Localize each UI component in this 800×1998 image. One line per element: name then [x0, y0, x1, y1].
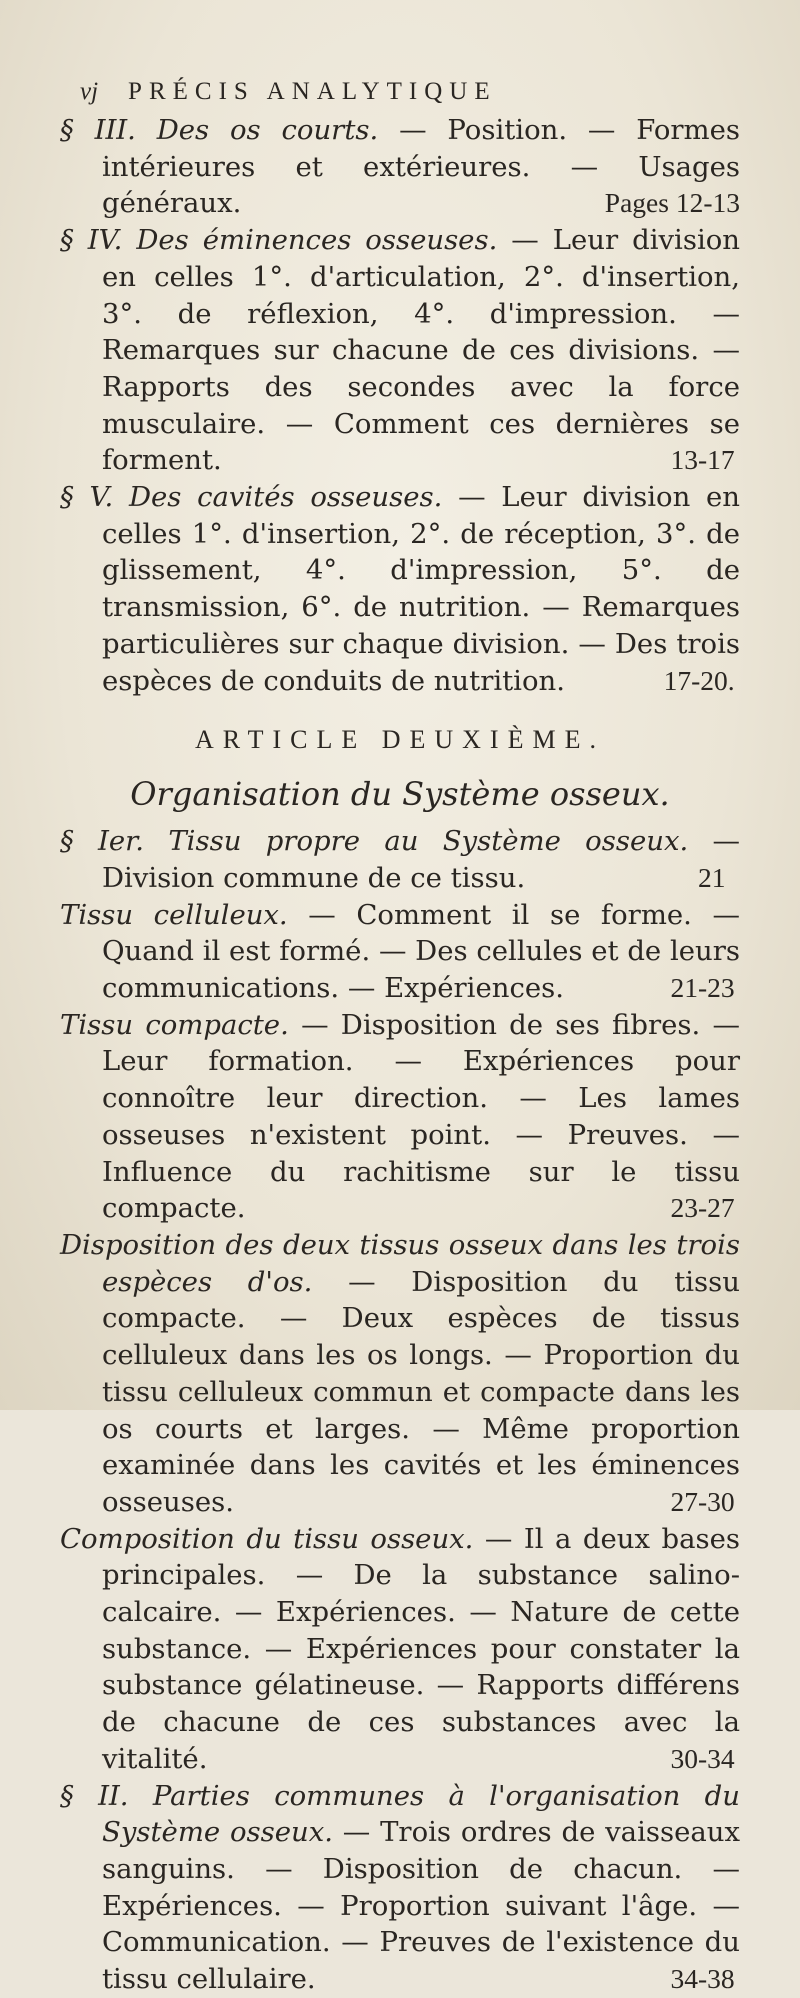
toc-entry: [60, 897, 740, 1007]
entry-lead: § IV. Des éminences osseuses.: [60, 224, 498, 257]
entry-lead: Tissu celluleux.: [60, 898, 288, 931]
entry-pages: 23-27: [670, 1192, 735, 1224]
article-heading: ARTICLE DEUXIÈME.: [195, 725, 605, 755]
entry-text: — Disposition du tissu compacte. — Deux espèces de tissus celluleux dans les os longs. — Proportion du tissu celluleux commun et compacte dans les os courts et larges. — Même proportion examinée dans les cavités et les éminences osseuses.: [102, 1265, 740, 1518]
toc-entry: [60, 479, 740, 699]
entry-text: — Leur division en celles 1°. d'insertion, 2°. de réception, 3°. de glissement, 4°. d'impression, 5°. de transmission, 6°. de nutrition. — Remarques particulières sur chaque division. — Des trois espèces de conduits de nutrition.: [102, 481, 740, 697]
toc-entry: § Ier. Tissu propre au Système osseux. — Division commune de ce tissu. 21: [60, 825, 740, 894]
entry-text: — Comment il se forme. — Quand il est formé. — Des cellules et de leurs communications. — Expériences.: [102, 898, 741, 1005]
toc-entry: [60, 112, 740, 222]
entry-text: — Division commune de ce tissu.: [102, 825, 740, 894]
entry-lead: § III. Des os courts.: [60, 114, 379, 146]
entry-lead: Composition du tissu osseux.: [60, 1522, 474, 1555]
entry-lead: § Ier. Tissu propre au Système osseux.: [60, 825, 689, 858]
entry-lead: Disposition des deux tissus osseux dans les trois espèces d'os.: [60, 1228, 740, 1298]
toc-entry: [60, 222, 740, 479]
entry-text: — Trois ordres de vaisseaux sanguins. — Disposition de chacun. — Expériences. — Proportion suivant l'âge. — Communication. — Preuves de l'existence du tissu cellulaire.: [102, 1816, 740, 1996]
entry-pages: 30-34: [670, 1742, 735, 1774]
text-block: [60, 78, 740, 1998]
toc-entry: [60, 1227, 740, 1521]
folio: vj: [80, 78, 99, 105]
entry-pages: 27-30: [670, 1485, 735, 1517]
entry-text: — Disposition de ses fibres. — Leur formation. — Expériences pour connoître leur direction. — Les lames osseuses n'existent point. — Preuves. — Influence du rachitisme sur le tissu compacte.: [102, 1008, 740, 1225]
entry-pages: 13-17: [670, 444, 735, 476]
toc-entry: [60, 1007, 740, 1227]
running-header: [60, 78, 740, 106]
entry-text: — Leur division en celles 1°. d'articulation, 2°. d'insertion, 3°. de réflexion, 4°. d'impression. — Remarques sur chacune de ces divisions. — Rapports des secondes avec la force musculaire. — Comment ces dernières se forment.: [102, 224, 741, 477]
entry-pages: 17-20.: [663, 664, 735, 696]
entry-lead: § II. Parties communes à l'organisation du Système osseux.: [60, 1779, 740, 1849]
entry-pages: 34-38: [670, 1963, 735, 1995]
entry-text: — Position. — Formes intérieures et extérieures. — Usages généraux.: [102, 114, 741, 220]
article-subheading: Organisation du Système osseux.: [130, 775, 670, 814]
entry-lead: § V. Des cavités osseuses.: [60, 481, 443, 514]
entry-pages: 21-23: [670, 972, 735, 1004]
entry-lead: Tissu compacte.: [60, 1008, 289, 1041]
entry-text: — Il a deux bases principales. — De la substance salino-calcaire. — Expériences. — Nature de cette substance. — Expériences pour constater la substance gélatineuse. — Rapports différens de chacune de ces substances avec la vitalité.: [102, 1522, 740, 1775]
entry-pages: Pages 12-13: [604, 187, 740, 219]
running-title: PRÉCIS ANALYTIQUE: [128, 78, 497, 105]
toc-entry: [60, 1778, 740, 1998]
toc-entry: [60, 1521, 740, 1778]
